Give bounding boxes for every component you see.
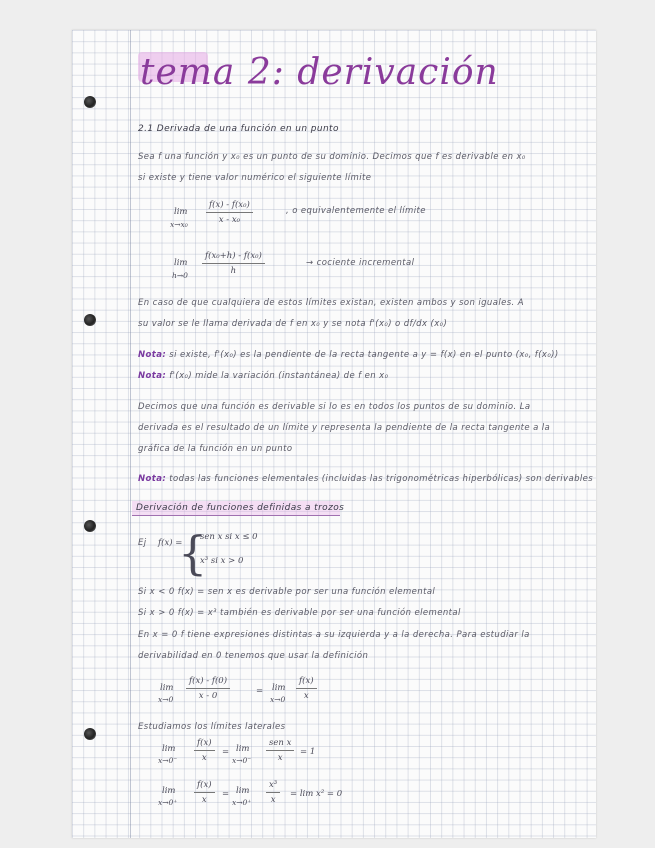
lim3-sub: x→0	[158, 695, 174, 704]
lim5-den: x	[201, 795, 207, 805]
example-label: Ej	[138, 538, 147, 548]
lim2-tail: → cociente incremental	[306, 258, 415, 268]
para1-line-2: su valor se le llama derivada de f en x₀ y se nota f'(x₀) o df/dx (x₀)	[138, 319, 448, 329]
lim2-sub: h→0	[172, 271, 188, 280]
para2-line-3: gráfica de la función en un punto	[138, 444, 293, 454]
lim4-num: f(x)	[194, 738, 215, 751]
lim4-fraction-b	[266, 738, 294, 763]
line-x-pos: Si x > 0 f(x) = x³ también es derivable por ser una función elemental	[138, 608, 461, 618]
lim1-tail: , o equivalentemente el límite	[286, 206, 426, 216]
lim3-word: lim	[160, 683, 174, 693]
page-title: tema 2: derivación	[140, 52, 499, 93]
lim5-den-b: x	[270, 795, 276, 805]
lim3-num-b: f(x)	[296, 676, 317, 689]
lim1-num: f(x) - f(x₀)	[206, 200, 253, 213]
nota3	[138, 474, 593, 484]
lim1-word: lim	[174, 207, 188, 217]
lim2-word: lim	[174, 258, 188, 268]
lim5-num-b: x³	[266, 780, 280, 793]
lim1-den: x - x₀	[218, 215, 241, 225]
lim5-sub: x→0⁺	[158, 798, 178, 807]
piece-case-1: sen x si x ≤ 0	[200, 532, 258, 542]
example-fx: f(x) =	[158, 538, 183, 548]
line-x-neg: Si x < 0 f(x) = sen x es derivable por ser una función elemental	[138, 587, 436, 597]
lim4-sub: x→0⁻	[158, 756, 178, 765]
lim4-num-b: sen x	[266, 738, 294, 751]
lim4-sub-b: x→0⁻	[232, 756, 252, 765]
lim1-sub: x→x₀	[170, 220, 188, 229]
piecewise-brace: {	[178, 526, 208, 580]
lim5-word: lim	[162, 786, 176, 796]
margin-line	[130, 30, 131, 838]
nota1	[138, 350, 559, 360]
lim3-word-b: lim	[272, 683, 286, 693]
lim3-den: x - 0	[198, 691, 218, 701]
nota3-label: Nota:	[138, 474, 167, 484]
lim4-eq: =	[222, 747, 230, 757]
para2-line-1: Decimos que una función es derivable si lo es en todos los puntos de su dominio. La	[138, 402, 531, 412]
lim4-den-b: x	[277, 753, 283, 763]
lim3-sub-b: x→0	[270, 695, 286, 704]
lim5-num: f(x)	[194, 780, 215, 793]
section-heading-derivada: 2.1 Derivada de una función en un punto	[138, 124, 339, 134]
lim5-fraction-b	[266, 780, 280, 805]
binder-hole	[84, 728, 96, 740]
line-definicion: derivabilidad en 0 tenemos que usar la definición	[138, 651, 369, 661]
lateral-label: Estudiamos los límites laterales	[138, 722, 286, 732]
lim5-sub-b: x→0⁺	[232, 798, 252, 807]
line-x-zero: En x = 0 f tiene expresiones distintas a su izquierda y a la derecha. Para estudiar la	[138, 630, 530, 640]
lim5-eq: =	[222, 789, 230, 799]
nota2-label: Nota:	[138, 371, 167, 381]
lim1-fraction	[206, 200, 253, 225]
intro-line-2: si existe y tiene valor numérico el siguiente límite	[138, 173, 372, 183]
lim2-den: h	[230, 266, 237, 276]
nota3-text: todas las funciones elementales (incluidas las trigonométricas hiperbólicas) son derivables	[169, 474, 594, 484]
nota2-text: f'(x₀) mide la variación (instantánea) de f en x₀	[169, 371, 389, 381]
lim5-word-b: lim	[236, 786, 250, 796]
lim4-fraction	[194, 738, 215, 763]
lim4-result: = 1	[300, 747, 316, 757]
para2-line-2: derivada es el resultado de un límite y representa la pendiente de la recta tangente a la	[138, 423, 551, 433]
intro-line-1: Sea f una función y x₀ es un punto de su dominio. Decimos que f es derivable en x₀	[138, 152, 526, 162]
lim4-word-b: lim	[236, 744, 250, 754]
nota1-label: Nota:	[138, 350, 167, 360]
binder-hole	[84, 520, 96, 532]
lim3-num: f(x) - f(0)	[186, 676, 230, 689]
lim5-result: = lim x² = 0	[290, 789, 343, 799]
section-heading-trozos: Derivación de funciones definidas a trozos	[136, 503, 345, 513]
lim3-den-b: x	[303, 691, 309, 701]
nota1-text: si existe, f'(x₀) es la pendiente de la recta tangente a y = f(x) en el punto (x₀, f(x₀))	[169, 350, 559, 360]
lim3-fraction-b	[296, 676, 317, 701]
binder-hole	[84, 96, 96, 108]
lim4-den: x	[201, 753, 207, 763]
lim5-fraction	[194, 780, 215, 805]
piece-case-2: x³ si x > 0	[200, 556, 244, 566]
lim4-word: lim	[162, 744, 176, 754]
lim3-fraction	[186, 676, 230, 701]
para1-line-1: En caso de que cualquiera de estos límites existan, existen ambos y son iguales. A	[138, 298, 524, 308]
lim2-num: f(x₀+h) - f(x₀)	[202, 251, 265, 264]
lim3-eq: =	[256, 686, 264, 696]
lim2-fraction	[202, 251, 265, 276]
binder-hole	[84, 314, 96, 326]
nota2	[138, 371, 388, 381]
